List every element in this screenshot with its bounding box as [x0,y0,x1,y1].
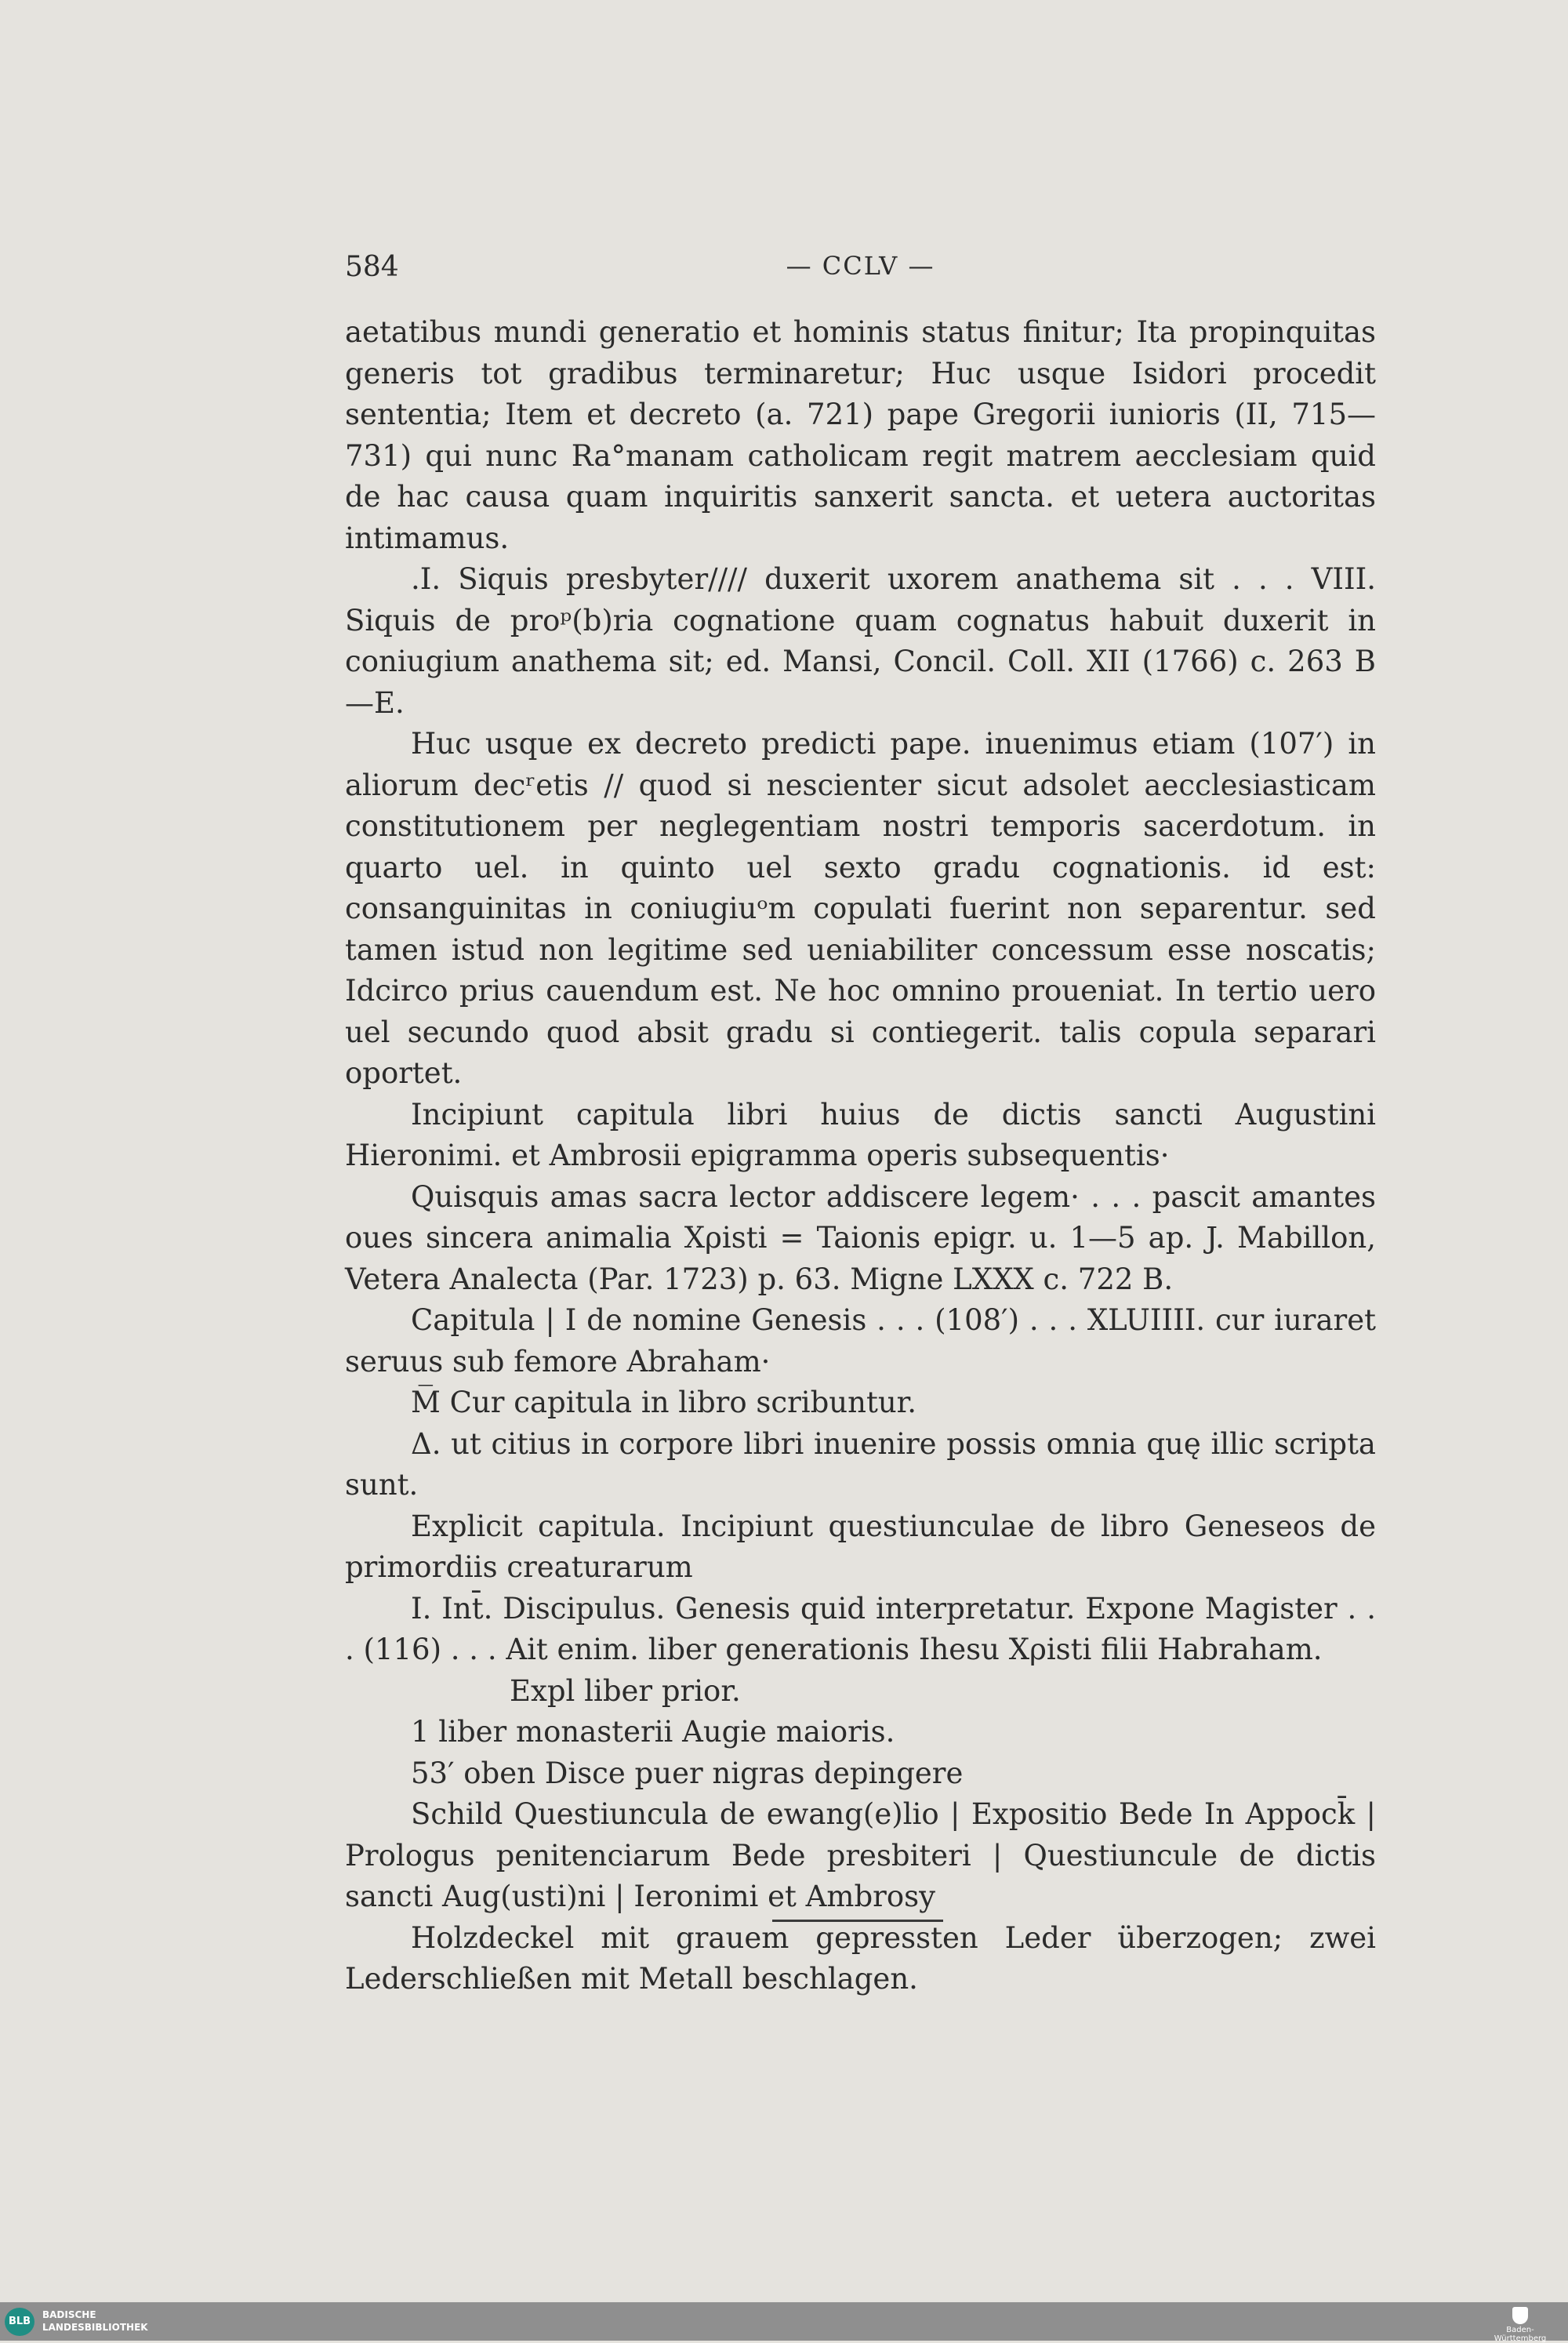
paragraph: Schild Questiuncula de ewang(e)lio | Expositio Bede In Appock̄ | Prologus penitenciarum Bede presbiteri | Questiuncule de dictis sancti Aug(usti)ni | Ieronimi et Ambrosy [345,1797,1376,1913]
running-title: — CCLV — [786,251,935,281]
footer-bar [0,2302,1568,2341]
paragraph: Huc usque ex decreto predicti pape. inuenimus etiam (107′) in aliorum decʳetis // quod si nescienter sicut adsolet aecclesiasticam constitutionem per neglegentiam nostri temporis sacerdotum. in quarto uel. in quinto uel sexto gradu cognationis. id est: consanguinitas in coniugiuᵒm copulati fuerint non separentur. sed tamen istud non legitime sed ueniabiliter concessum esse noscatis; Idcirco prius cauendum est. Ne hoc omnino proueniat. In tertio uero uel secundo quod absit gradu si contiegerit. talis copula separari oportet. [345,727,1376,1090]
paragraph: .I. Siquis presbyter//// duxerit uxorem anathema sit . . . VIII. Siquis de proᵖ(b)ria cognatione quam cognatus habuit duxerit in coniugium anathema sit; ed. Mansi, Concil. Coll. XII (1766) c. 263 B—E. [345,562,1376,720]
library-line2: LANDESBIBLIOTHEK [42,2322,148,2333]
paragraph: M̅ Cur capitula in libro scribuntur. [411,1386,917,1419]
crest-icon [1512,2307,1528,2324]
paragraph: I. Int̄. Discipulus. Genesis quid interpretatur. Expone Magister . . . (116) . . . Ait enim. liber generationis Ihesu Χρisti filii Habraham. [345,1591,1376,1666]
library-logo-icon: BLB [5,2308,34,2336]
body-text [345,312,1376,2000]
paragraph: Δ. ut citius in corpore libri inuenire possis omnia quę illic scripta sunt. [345,1426,1376,1502]
state-badge [1485,2307,1555,2343]
page-number: 584 [345,251,399,283]
library-name [42,2308,148,2334]
paragraph: Expl liber prior. [510,1673,741,1708]
paragraph: Holzdeckel mit grauem gepressten Leder überzogen; zwei Lederschließen mit Metall beschlagen. [345,1920,1376,1996]
end-rule [772,1920,943,1922]
paragraph: Explicit capitula. Incipiunt questiunculae de libro Geneseos de primordiis creaturarum [345,1509,1376,1584]
paragraph: Quisquis amas sacra lector addiscere legem· . . . pascit amantes oues sincera animalia Χρisti = Taionis epigr. u. 1—5 ap. J. Mabillon, Vetera Analecta (Par. 1723) p. 63. Migne LXXX c. 722 B. [345,1179,1376,1296]
paragraph: 53′ oben Disce puer nigras depingere [411,1756,964,1790]
state-label: Baden-Württemberg [1494,2326,1547,2343]
paragraph: Incipiunt capitula libri huius de dictis sancti Augustini Hieronimi. et Ambrosii epigramma operis subsequentis· [345,1097,1376,1172]
library-line1: BADISCHE [42,2309,96,2320]
page-header [345,251,1376,287]
paragraph: Capitula | I de nomine Genesis . . . (108′) . . . XLUIIII. cur iuraret seruus sub femore Abraham· [345,1303,1376,1379]
paragraph: aetatibus mundi generatio et hominis status finitur; Ita propinquitas generis tot gradibus terminaretur; Huc usque Isidori procedit sententia; Item et decreto (a. 721) pape Gregorii iunioris (II, 715—731) qui nunc Ra°manam catholicam regit matrem aecclesiam quid de hac causa quam inquiritis sanxerit sancta. et uetera auctoritas intimamus. [345,315,1376,555]
paragraph: 1 liber monasterii Augie maioris. [411,1715,895,1749]
